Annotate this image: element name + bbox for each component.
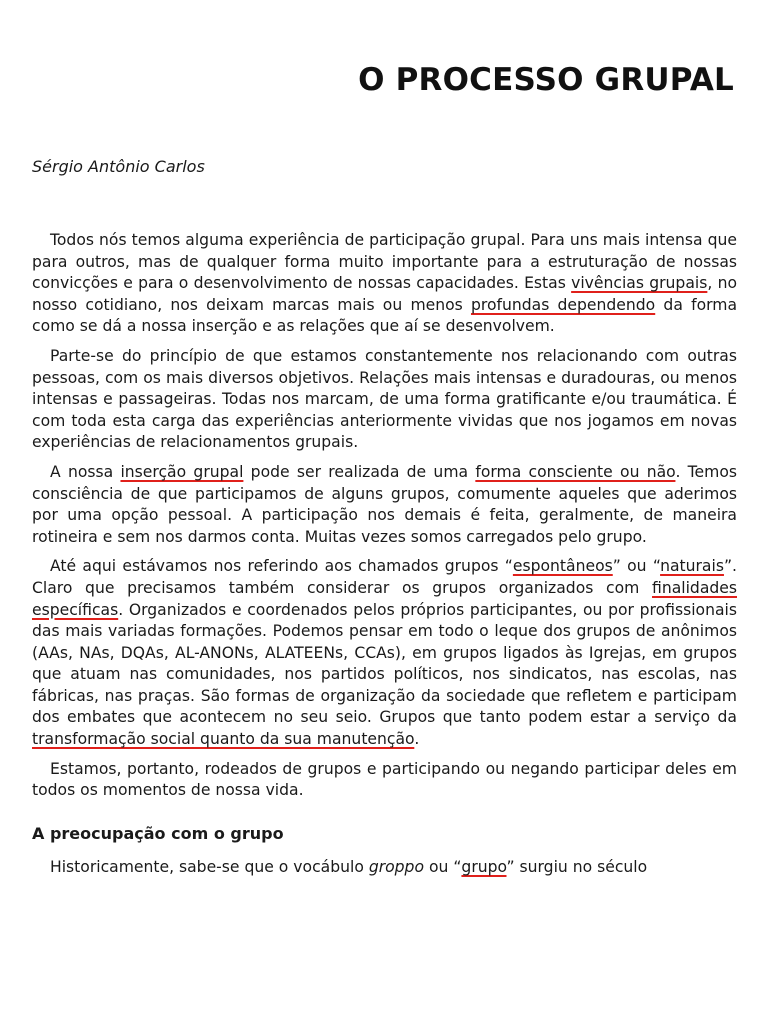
underlined-phrase: profundas dependendo — [470, 295, 656, 314]
underlined-phrase: transformação social quanto da sua manutenção — [32, 730, 415, 749]
underlined-phrase: vivências grupais — [571, 274, 708, 293]
document-title: O PROCESSO GRUPAL — [358, 62, 734, 98]
underlined-phrase: inserção grupal — [120, 462, 244, 481]
paragraph-2: Parte-se do princípio de que estamos constantemente nos relacionando com outras pessoas, com os mais diversos objetivos. Relações mais intensas e duradouras, ou menos intensas e passageiras. Todas nos marcam, de uma forma gratificante e/ou traumática. É com toda esta carga das experiências anteriormente vividas que nos jogamos em novas experiências de relacionamentos grupais. — [32, 346, 737, 452]
underlined-phrase: finalidades específicas — [32, 578, 737, 619]
paragraph-3: A nossa inserção grupal pode ser realizada de uma forma consciente ou não. Temos consciência de que participamos de alguns grupos, comumente aqueles que aderimos por uma opção pessoal. A participação nos demais é feita, geralmente, de maneira rotineira e sem nos darmos conta. Muitas vezes somos carregados pelo grupo. — [32, 462, 737, 546]
document-body — [32, 230, 737, 886]
underlined-phrase: grupo — [461, 857, 507, 876]
paragraph-4: Até aqui estávamos nos referindo aos chamados grupos “espontâneos” ou “naturais”. Claro que precisamos também considerar os grupos organizados com finalidades específicas. Organizados e coordenados pelos próprios participantes, ou por profissionais das mais variadas formações. Podemos pensar em todo o leque dos grupos de anônimos (AAs, NAs, DQAs, AL-ANONs, ALATEENs, CCAs), em grupos ligados às Igrejas, em grupos que atuam nas comunidades, nos partidos políticos, nos sindicatos, nas escolas, nas fábricas, nas praças. São formas de organização da sociedade que refletem e participam dos embates que acontecem no seu seio. Grupos que tanto podem estar a serviço da transformação social quanto da sua manutenção. — [32, 557, 737, 749]
paragraph-5: Estamos, portanto, rodeados de grupos e participando ou negando participar deles em todos os momentos de nossa vida. — [32, 759, 737, 800]
italic-term: groppo — [368, 857, 424, 876]
underlined-phrase: naturais — [660, 557, 724, 576]
underlined-phrase: espontâneos — [512, 557, 613, 576]
author-name: Sérgio Antônio Carlos — [32, 157, 205, 176]
section-heading: A preocupação com o grupo — [32, 823, 284, 843]
paragraph-6: Historicamente, sabe-se que o vocábulo groppo ou “grupo” surgiu no século — [50, 857, 648, 876]
paragraph-1: Todos nós temos alguma experiência de participação grupal. Para uns mais intensa que para outros, mas de qualquer forma muito importante para a estruturação de nossas convicções e para o desenvolvimento de nossas capacidades. Estas vivências grupais, no nosso cotidiano, nos deixam marcas mais ou menos profundas dependendo da forma como se dá a nossa inserção e as relações que aí se desenvolvem. — [32, 231, 738, 336]
underlined-phrase: forma consciente ou não — [475, 462, 676, 481]
